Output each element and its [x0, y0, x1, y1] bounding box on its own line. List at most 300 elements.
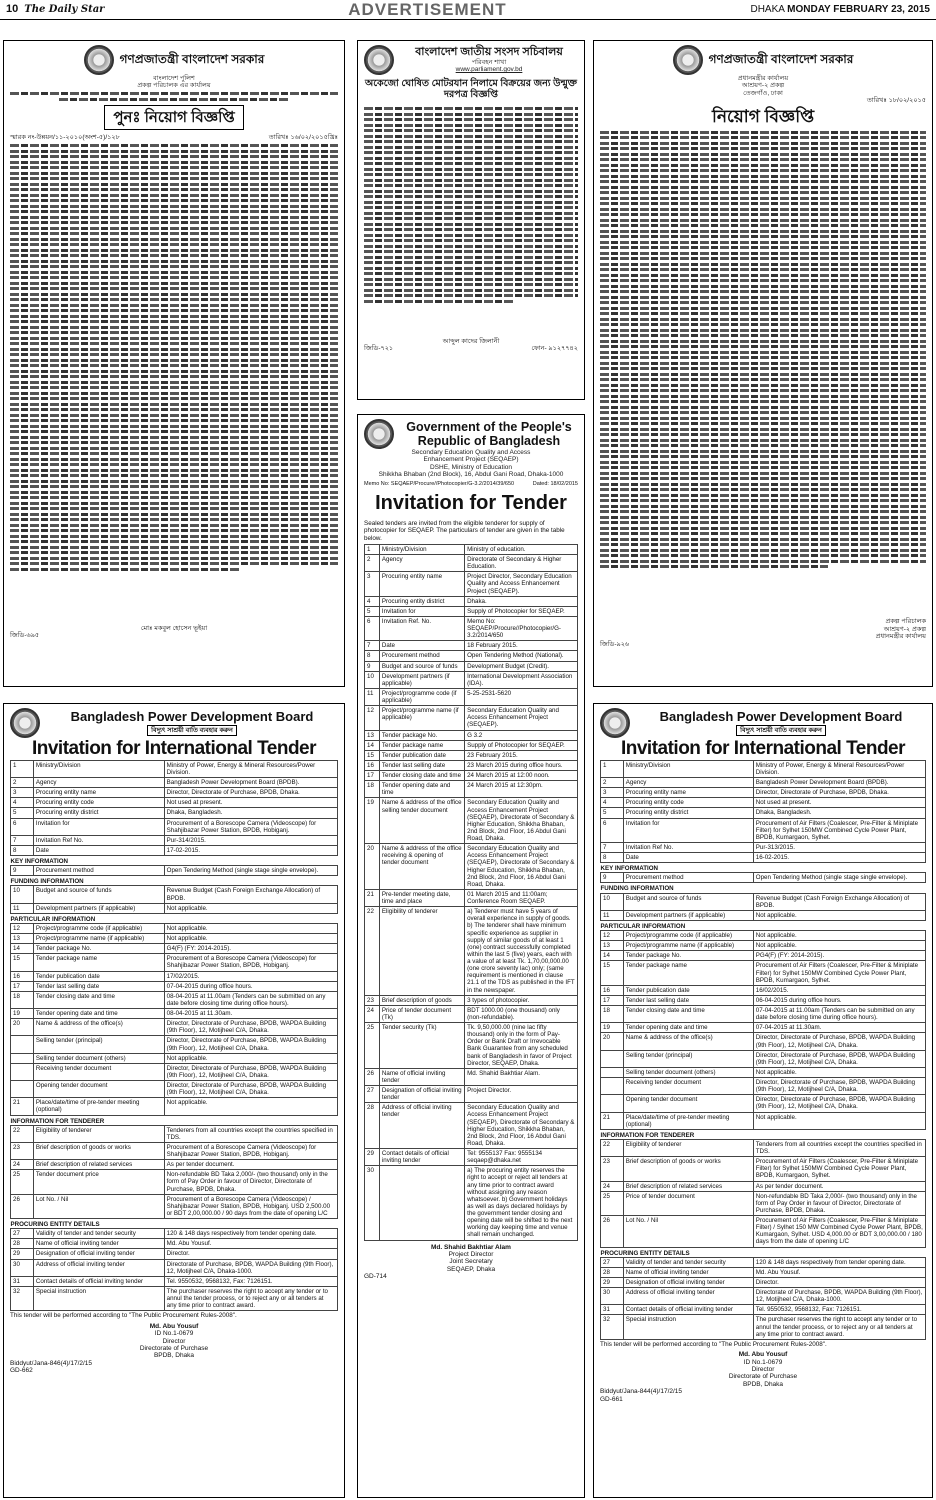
bpdb-logo-icon	[10, 708, 40, 738]
ad6-table	[600, 760, 926, 1340]
row-number: 20	[365, 844, 380, 890]
row-value: Revenue Budget (Cash Foreign Exchange Allocation) of BPDB.	[753, 893, 925, 910]
ad4-sig4: SEQAEP, Dhaka	[446, 1265, 496, 1273]
row-value: Ministry of Power, Energy & Mineral Resources/Power Division.	[164, 760, 337, 777]
row-label: Project/programme name (if applicable)	[33, 934, 164, 944]
row-value: Pur-313/2015.	[753, 842, 925, 852]
row-label: Selling tender (principal)	[33, 1036, 164, 1053]
row-label: Tender opening date and time	[623, 1023, 753, 1033]
row-number: 3	[11, 788, 34, 798]
table-row	[11, 835, 338, 845]
row-label: Name & address of the office selling tender document	[379, 798, 464, 844]
ad4-intro: Sealed tenders are invited from the eligible tenderer for supply of photocopier for SEQAEP. The particulars of tender are given in the table below.	[364, 520, 565, 542]
row-value: 01 March 2015 and 11:00am; Conference Room SEQAEP.	[465, 889, 578, 906]
ad2-header	[364, 45, 578, 75]
row-label: Tender document price	[33, 1170, 164, 1194]
row-label: Designation of official inviting tender	[623, 1277, 753, 1287]
row-number: 8	[601, 853, 624, 863]
row-value: 23 March 2015 during office hours.	[465, 760, 578, 770]
ad4-sig3: Joint Secretary	[449, 1258, 493, 1266]
ad6-header	[600, 708, 926, 738]
row-label: Tender closing date and time	[623, 1006, 753, 1023]
row-label: Eligibility of tenderer	[379, 907, 464, 996]
row-value: Open Tendering Method (single stage single envelope).	[753, 873, 925, 883]
row-label: Opening tender document	[623, 1095, 753, 1112]
ad5-table	[10, 760, 338, 1312]
row-label: Budget and source of funds	[33, 886, 164, 903]
row-number: 22	[11, 1125, 34, 1142]
ad5-note: This tender will be performed according to "The Public Procurement Rules-2008".	[10, 1312, 237, 1320]
row-value: 08-04-2015 at 11.00am (Tenders can be submitted on any date before closing time during office hours).	[164, 991, 337, 1008]
ad5-sig1: Md. Abu Yousuf	[149, 1322, 199, 1330]
table-row	[11, 1019, 338, 1036]
row-value: 24 March 2015 at 12:30pm.	[465, 781, 578, 798]
row-label: Designation of official inviting tender	[379, 1086, 464, 1103]
row-number: 7	[601, 842, 624, 852]
row-label: Tender closing date and time	[33, 991, 164, 1008]
ad2-unit: পরিবহন শাখা	[471, 58, 507, 66]
row-number	[601, 1067, 624, 1077]
row-value: Non-refundable BD Taka 2,000/- (two thousand) only in the form of Pay Order in favour of Director, Directorate of Purchase, BPDB, Dhaka.	[753, 1191, 925, 1215]
ad4-table	[364, 544, 578, 1241]
row-number: 20	[601, 1033, 624, 1050]
row-value: Director, Directorate of Purchase, BPDB, WAPDA Building (9th Floor), 12, Motijheel C/A, Dhaka.	[164, 1036, 337, 1053]
row-label: Project/programme code (if applicable)	[623, 931, 753, 941]
row-label: Tender publication date	[33, 971, 164, 981]
ad3-sig3: প্রধানমন্ত্রীর কার্যালয়	[875, 633, 926, 641]
row-number	[11, 1063, 34, 1080]
row-label: Procuring entity district	[33, 808, 164, 818]
row-label: Contact details of official inviting tender	[379, 1149, 464, 1166]
row-number: 5	[601, 808, 624, 818]
row-value: 08-04-2015 at 11.30am.	[164, 1009, 337, 1019]
row-value: Procurement of a Borescope Camera (Videoscope) for Shahjibazar Power Station, BPDB, Hobiganj.	[164, 1142, 337, 1159]
row-value: a) The procuring entity reserves the right to accept or reject all tenders at any time prior to contract award without assigning any reason whatsoever. b) Government holidays as well as days declared holidays by the government tender closing and opening date will be shifted to the next working day keeping time and venue shall remain unchanged.	[465, 1166, 578, 1240]
row-value: The purchaser reserves the right to accept any tender or to annul the tender process, or to reject any or all tenders at any time prior to contract award.	[164, 1286, 337, 1310]
ad3-title: নিয়োগ বিজ্ঞপ্তি	[711, 106, 815, 126]
row-value: Procurement of a Borescope Camera (Videoscope) / Shahjibazar Power Station, BPDB, Hobiganj. USD 2,500.00 or BDT 2,00,000.00 / 90 days from the date of opening L/C	[164, 1194, 337, 1218]
row-value: As per tender document.	[164, 1160, 337, 1170]
page-header	[0, 0, 936, 20]
row-number: 13	[365, 730, 380, 740]
ad3-body-text	[600, 128, 926, 618]
row-label: Tender opening date and time	[379, 781, 464, 798]
ad4-memo-row	[364, 481, 578, 487]
table-row	[601, 1247, 926, 1257]
row-number: 14	[365, 740, 380, 750]
ad1-memo: স্মারক নং-উন্নয়ন/১১-২০১০(অংশ-৫)/১২৮	[10, 134, 120, 142]
row-number: 31	[601, 1305, 624, 1315]
row-value: Tel: 9555137 Fax: 9555134 seqaep@dhaka.net	[465, 1149, 578, 1166]
row-number: 24	[11, 1160, 34, 1170]
row-number: 10	[11, 886, 34, 903]
table-row	[11, 1053, 338, 1063]
table-row	[601, 778, 926, 788]
row-value: Director.	[753, 1277, 925, 1287]
row-label: Invitation for	[379, 606, 464, 616]
row-label: Special instruction	[33, 1286, 164, 1310]
row-value: Dhaka, Bangladesh.	[753, 808, 925, 818]
row-label: Agency	[33, 778, 164, 788]
ad4-code: GD-714	[364, 1273, 387, 1281]
row-number: 6	[601, 818, 624, 842]
row-number: 16	[11, 971, 34, 981]
ad5-header	[10, 708, 338, 738]
row-number: 28	[11, 1239, 34, 1249]
row-number: 6	[11, 818, 34, 835]
row-label: Tender last selling date	[33, 981, 164, 991]
ad5-ref: Biddyut/Jana-846(4)/17/2/15	[10, 1359, 93, 1367]
row-number: 29	[11, 1249, 34, 1259]
table-row	[601, 842, 926, 852]
row-number: 3	[601, 788, 624, 798]
table-row	[365, 750, 578, 760]
row-number: 2	[601, 778, 624, 788]
table-row	[11, 886, 338, 903]
header-left	[6, 3, 104, 16]
row-number: 2	[365, 555, 380, 572]
row-label: Tender package name	[33, 954, 164, 971]
row-label: Project/programme name (if applicable)	[623, 941, 753, 951]
table-row	[11, 1229, 338, 1239]
ad4-signature	[364, 1244, 578, 1274]
row-label: Tender security (Tk)	[379, 1023, 464, 1069]
row-label: Validity of tender and tender security	[623, 1257, 753, 1267]
row-value: Director, Directorate of Purchase, BPDB, WAPDA Building (9th Floor), 12, Motijheel C/A, Dhaka.	[753, 1033, 925, 1050]
table-row	[601, 1112, 926, 1129]
row-number: 14	[11, 944, 34, 954]
table-row	[365, 706, 578, 730]
table-row	[601, 853, 926, 863]
row-number: 9	[365, 661, 380, 671]
row-number: 1	[601, 760, 624, 777]
ad-bpdb-tender-2	[593, 703, 933, 1498]
table-row	[365, 889, 578, 906]
row-label: Tender last selling date	[379, 760, 464, 770]
table-row	[365, 730, 578, 740]
row-value: Tenderers from all countries except the countries specified in TDS.	[164, 1125, 337, 1142]
table-row	[601, 910, 926, 920]
row-label: Tender publication date	[623, 985, 753, 995]
row-value: 23 February 2015.	[465, 750, 578, 760]
row-number: 11	[601, 910, 624, 920]
row-label: Place/date/time of pre-tender meeting (optional)	[33, 1098, 164, 1115]
ad2-signature: আব্দুল কাদের জিলানী	[442, 337, 500, 345]
row-label: Procurement method	[33, 866, 164, 876]
table-row	[601, 893, 926, 910]
row-value: Ministry of education.	[465, 544, 578, 554]
table-row	[601, 1023, 926, 1033]
table-row	[11, 1160, 338, 1170]
row-value: Director, Directorate of Purchase, BPDB, WAPDA Building (9th Floor), 12, Motijheel C/A, Dhaka.	[164, 1019, 337, 1036]
ad6-title: Invitation for International Tender	[620, 738, 906, 759]
date: MONDAY FEBRUARY 23, 2015	[787, 3, 930, 15]
row-label: Brief description of goods	[379, 995, 464, 1005]
table-row	[11, 1170, 338, 1194]
row-value: Pur-314/2015.	[164, 835, 337, 845]
table-row	[601, 1181, 926, 1191]
row-value: Md. Abu Yousuf.	[753, 1267, 925, 1277]
row-number: 24	[365, 1005, 380, 1022]
ad5-sig5: BPDB, Dhaka	[153, 1352, 195, 1360]
row-value: G 3.2	[465, 730, 578, 740]
table-row	[11, 981, 338, 991]
ad1-header	[10, 45, 338, 75]
paper-logo: The Daily Star	[24, 3, 105, 15]
row-number: 15	[601, 961, 624, 985]
table-row	[11, 971, 338, 981]
ad2-body-text	[364, 105, 578, 335]
row-number: 18	[601, 1006, 624, 1023]
table-row	[11, 954, 338, 971]
row-value: Director, Directorate of Purchase, BPDB, WAPDA Building (9th Floor), 12, Motijheel C/A, Dhaka.	[164, 1063, 337, 1080]
ad5-signature	[10, 1323, 338, 1360]
ad3-date: তারিখঃ ১৮/০২/২০১৫	[866, 97, 926, 105]
row-number: 21	[11, 1098, 34, 1115]
row-value: Not used at present.	[753, 798, 925, 808]
ad5-sig4: Directorate of Purchase	[139, 1344, 209, 1352]
row-number: 4	[11, 798, 34, 808]
ad1-memo-row	[10, 134, 338, 141]
row-label: Place/date/time of pre-tender meeting (optional)	[623, 1112, 753, 1129]
table-row	[601, 863, 926, 873]
row-label: Procuring entity name	[623, 788, 753, 798]
ad-bpdb-tender-1	[3, 703, 345, 1498]
row-label: Name & address of the office receiving & opening of tender document	[379, 844, 464, 890]
table-row	[365, 641, 578, 651]
page-number: 10	[6, 3, 19, 16]
row-label: Brief description of goods or works	[623, 1157, 753, 1181]
row-number: 25	[365, 1023, 380, 1069]
table-row	[601, 1157, 926, 1181]
row-value: Bangladesh Power Development Board (BPDB).	[164, 778, 337, 788]
table-row	[11, 1125, 338, 1142]
bpdb-logo-icon	[600, 708, 630, 738]
table-row	[601, 1139, 926, 1156]
row-number: 23	[601, 1157, 624, 1181]
row-value: PG4(F) (FY: 2014-2015).	[753, 951, 925, 961]
row-value: Non-refundable BD Taka 2,000/- (two thousand) only in the form of Pay Order in favour of Director, Directorate of Purchase, BPDB, Dhaka.	[164, 1170, 337, 1194]
table-row	[601, 985, 926, 995]
row-value: Tenderers from all countries except the countries specified in TDS.	[753, 1139, 925, 1156]
ad3-sub1: প্রধানমন্ত্রীর কার্যালয়	[737, 75, 789, 82]
table-row	[601, 1050, 926, 1067]
row-label: Invitation Ref. No.	[379, 616, 464, 640]
table-row	[601, 1257, 926, 1267]
ad2-footer	[364, 345, 578, 352]
table-row	[11, 1036, 338, 1053]
table-row	[601, 995, 926, 1005]
row-number: 15	[365, 750, 380, 760]
row-number: 31	[11, 1276, 34, 1286]
table-row	[601, 798, 926, 808]
row-value: Not applicable.	[164, 1053, 337, 1063]
row-value: Directorate of Secondary & Higher Education.	[465, 555, 578, 572]
row-value: The purchaser reserves the right to accept any tender or to annul the tender process, or to reject any or all tenders at any time prior to contract award.	[753, 1315, 925, 1339]
row-label: Project/programme code (if applicable)	[379, 688, 464, 705]
table-row	[601, 931, 926, 941]
ad5-sig2: ID No.1-0679	[154, 1330, 194, 1338]
row-label: Price of tender document	[623, 1191, 753, 1215]
ad6-org: Bangladesh Power Development Board	[659, 708, 903, 724]
row-number: 29	[365, 1149, 380, 1166]
row-label: Procuring entity district	[623, 808, 753, 818]
city: DHAKA	[750, 3, 785, 15]
row-number: 7	[365, 641, 380, 651]
ad2-site: www.parliament.gov.bd	[455, 66, 523, 74]
table-row	[11, 1286, 338, 1310]
row-number: 11	[365, 688, 380, 705]
table-row	[365, 995, 578, 1005]
row-number: 1	[365, 544, 380, 554]
ad-seqaep-tender	[357, 414, 585, 1498]
row-label: Agency	[623, 778, 753, 788]
table-row	[601, 1095, 926, 1112]
government-seal-icon	[84, 45, 114, 75]
row-number: 16	[365, 760, 380, 770]
ad1-title: পুনঃ নিয়োগ বিজ্ঞপ্তি	[104, 105, 243, 130]
row-number: 27	[365, 1086, 380, 1103]
row-number: 30	[365, 1166, 380, 1240]
row-value: Dhaka, Bangladesh.	[164, 808, 337, 818]
row-value: Tel. 9550532, 9568132, Fax: 7126151.	[753, 1305, 925, 1315]
row-number: 16	[601, 985, 624, 995]
table-row	[11, 923, 338, 933]
table-row	[11, 1219, 338, 1229]
table-row	[601, 920, 926, 930]
row-label: Agency	[379, 555, 464, 572]
row-label: Name & address of the office(s)	[623, 1033, 753, 1050]
row-value: Procurement of Air Filters (Coalescer, Pre-Filter & Miniplate Filter) for Sylhet 150MW Combined Cycle Power Plant, BPDB, Kumargaon, Sylhet.	[753, 961, 925, 985]
row-label: Name & address of the office(s)	[33, 1019, 164, 1036]
ad3-sub3: তেজগাঁও, ঢাকা	[743, 89, 783, 97]
table-row	[365, 671, 578, 688]
ad6-signature	[600, 1351, 926, 1388]
table-row	[601, 760, 926, 777]
row-value: Not applicable.	[164, 1098, 337, 1115]
row-number: 30	[11, 1259, 34, 1276]
row-label: Name of official inviting tender	[379, 1068, 464, 1085]
row-number: 28	[601, 1267, 624, 1277]
row-value: Director, Directorate of Purchase, BPDB, Dhaka.	[164, 788, 337, 798]
row-label: Tender publication date	[379, 750, 464, 760]
row-label: Eligibility of tenderer	[33, 1125, 164, 1142]
row-number: 18	[11, 991, 34, 1008]
row-label: Special instruction	[623, 1315, 753, 1339]
row-label: Development partners (if applicable)	[623, 910, 753, 920]
row-number: 23	[11, 1142, 34, 1159]
row-label: Address of official inviting tender	[379, 1103, 464, 1149]
ad3-header	[600, 45, 926, 75]
row-number: 22	[365, 907, 380, 996]
ad3-signature	[600, 618, 926, 640]
table-row	[11, 1249, 338, 1259]
table-row	[365, 688, 578, 705]
table-row	[11, 991, 338, 1008]
row-label: Date	[379, 641, 464, 651]
table-row	[601, 788, 926, 798]
row-value: Director, Directorate of Purchase, BPDB, WAPDA Building (9th Floor), 12, Motijheel C/A, Dhaka.	[164, 1081, 337, 1098]
section-title: ADVERTISEMENT	[348, 0, 507, 19]
table-row	[365, 1068, 578, 1085]
row-label: Address of official inviting tender	[623, 1288, 753, 1305]
row-value: Memo No: SEQAEP/Procure//Photocopier/G-3.2/2014/650	[465, 616, 578, 640]
row-label: Ministry/Division	[379, 544, 464, 554]
row-label: Selling tender document (others)	[33, 1053, 164, 1063]
row-value: Not used at present.	[164, 798, 337, 808]
row-number: 5	[11, 808, 34, 818]
ad3-sig1: প্রকল্প পরিচালক	[885, 618, 926, 626]
table-row	[601, 1267, 926, 1277]
row-number: 7	[11, 835, 34, 845]
row-value: Not applicable.	[753, 1112, 925, 1129]
ad1-signature: মোঃ মকবুল হোসেন ভূইয়া	[140, 624, 208, 632]
ad-parliament-auction	[357, 40, 585, 400]
row-value: Not applicable.	[164, 934, 337, 944]
table-row	[365, 616, 578, 640]
row-value: 06-04-2015 during office hours.	[753, 995, 925, 1005]
row-number: 27	[11, 1229, 34, 1239]
row-label: Date	[623, 853, 753, 863]
row-value: Project Director, Secondary Education Quality and Access Enhancement Project (SEQAEP).	[465, 572, 578, 596]
row-value: Development Budget (Credit).	[465, 661, 578, 671]
table-row	[11, 856, 338, 866]
row-value: Secondary Education Quality and Access Enhancement Project (SEQAEP).	[465, 706, 578, 730]
table-section-heading: PROCURING ENTITY DETAILS	[10, 1221, 100, 1229]
row-number: 18	[365, 781, 380, 798]
ad1-subtext	[10, 92, 338, 101]
row-label: Lot No. / Nil	[33, 1194, 164, 1218]
row-value: a) Tenderer must have 5 years of overall experience in supply of goods. b) The tenderer shall have minimum specific experience as supplier in supply of similar goods of at least 1 (one) contract successfully completed within the last 5 (five) years, each with a value of at least Tk. 1,70,00,000.00 (one crore seventy lac) only; (same requirement is mentioned in clause 21.1 of the TDS as published in the IFT in the newspaper.	[465, 907, 578, 996]
row-number: 3	[365, 572, 380, 596]
table-row	[601, 1067, 926, 1077]
row-number: 19	[365, 798, 380, 844]
ad4-p4: Shikkha Bhaban (2nd Block), 16, Abdul Gani Road, Dhaka-1000	[378, 471, 564, 479]
row-label: Procurement method	[623, 873, 753, 883]
row-label: Project/programme name (if applicable)	[379, 706, 464, 730]
row-number: 14	[601, 951, 624, 961]
row-number: 10	[601, 893, 624, 910]
ad4-memo: Memo No: SEQAEP/Procure//Photocopier/G-3.2/2014/39/650	[364, 480, 515, 487]
ad3-date-row	[600, 97, 926, 104]
ad4-p3: DSHE, Ministry of Education	[429, 463, 512, 471]
government-seal-icon	[364, 419, 394, 449]
row-number: 26	[601, 1216, 624, 1248]
row-label: Selling tender (principal)	[623, 1050, 753, 1067]
row-label: Tender package No.	[33, 944, 164, 954]
table-row	[601, 818, 926, 842]
row-value: 16/02/2015.	[753, 985, 925, 995]
row-number: 9	[11, 866, 34, 876]
table-row	[601, 1216, 926, 1248]
row-label: Tender package No.	[623, 951, 753, 961]
table-row	[11, 1194, 338, 1218]
row-value: Secondary Education Quality and Access Enhancement Project (SEQAEP), Directorate of Secondary & Higher Education, Shikkha Bhaban, 2nd Block, 2nd Floor, 16 Abdul Gani Road, Dhaka.	[465, 798, 578, 844]
row-value: Supply of Photocopier for SEQAEP.	[465, 606, 578, 616]
table-row	[365, 606, 578, 616]
table-row	[11, 808, 338, 818]
row-value: Directorate of Purchase, BPDB, WAPDA Building (9th Floor), 12, Motijheel C/A, Dhaka-1000.	[753, 1288, 925, 1305]
row-value: 16-02-2015.	[753, 853, 925, 863]
row-value: Not applicable.	[753, 910, 925, 920]
row-value: Procurement of Air Filters (Coalescer, Pre-Filter & Miniplate Filter) for Sylhet 150MW Combined Cycle Power Plant, BPDB, Kumargaon, Sylhet.	[753, 818, 925, 842]
row-value: 24 March 2015 at 12:00 noon.	[465, 771, 578, 781]
row-number: 2	[11, 778, 34, 788]
table-row	[365, 740, 578, 750]
row-number: 8	[365, 651, 380, 661]
row-number: 23	[365, 995, 380, 1005]
table-row	[11, 788, 338, 798]
